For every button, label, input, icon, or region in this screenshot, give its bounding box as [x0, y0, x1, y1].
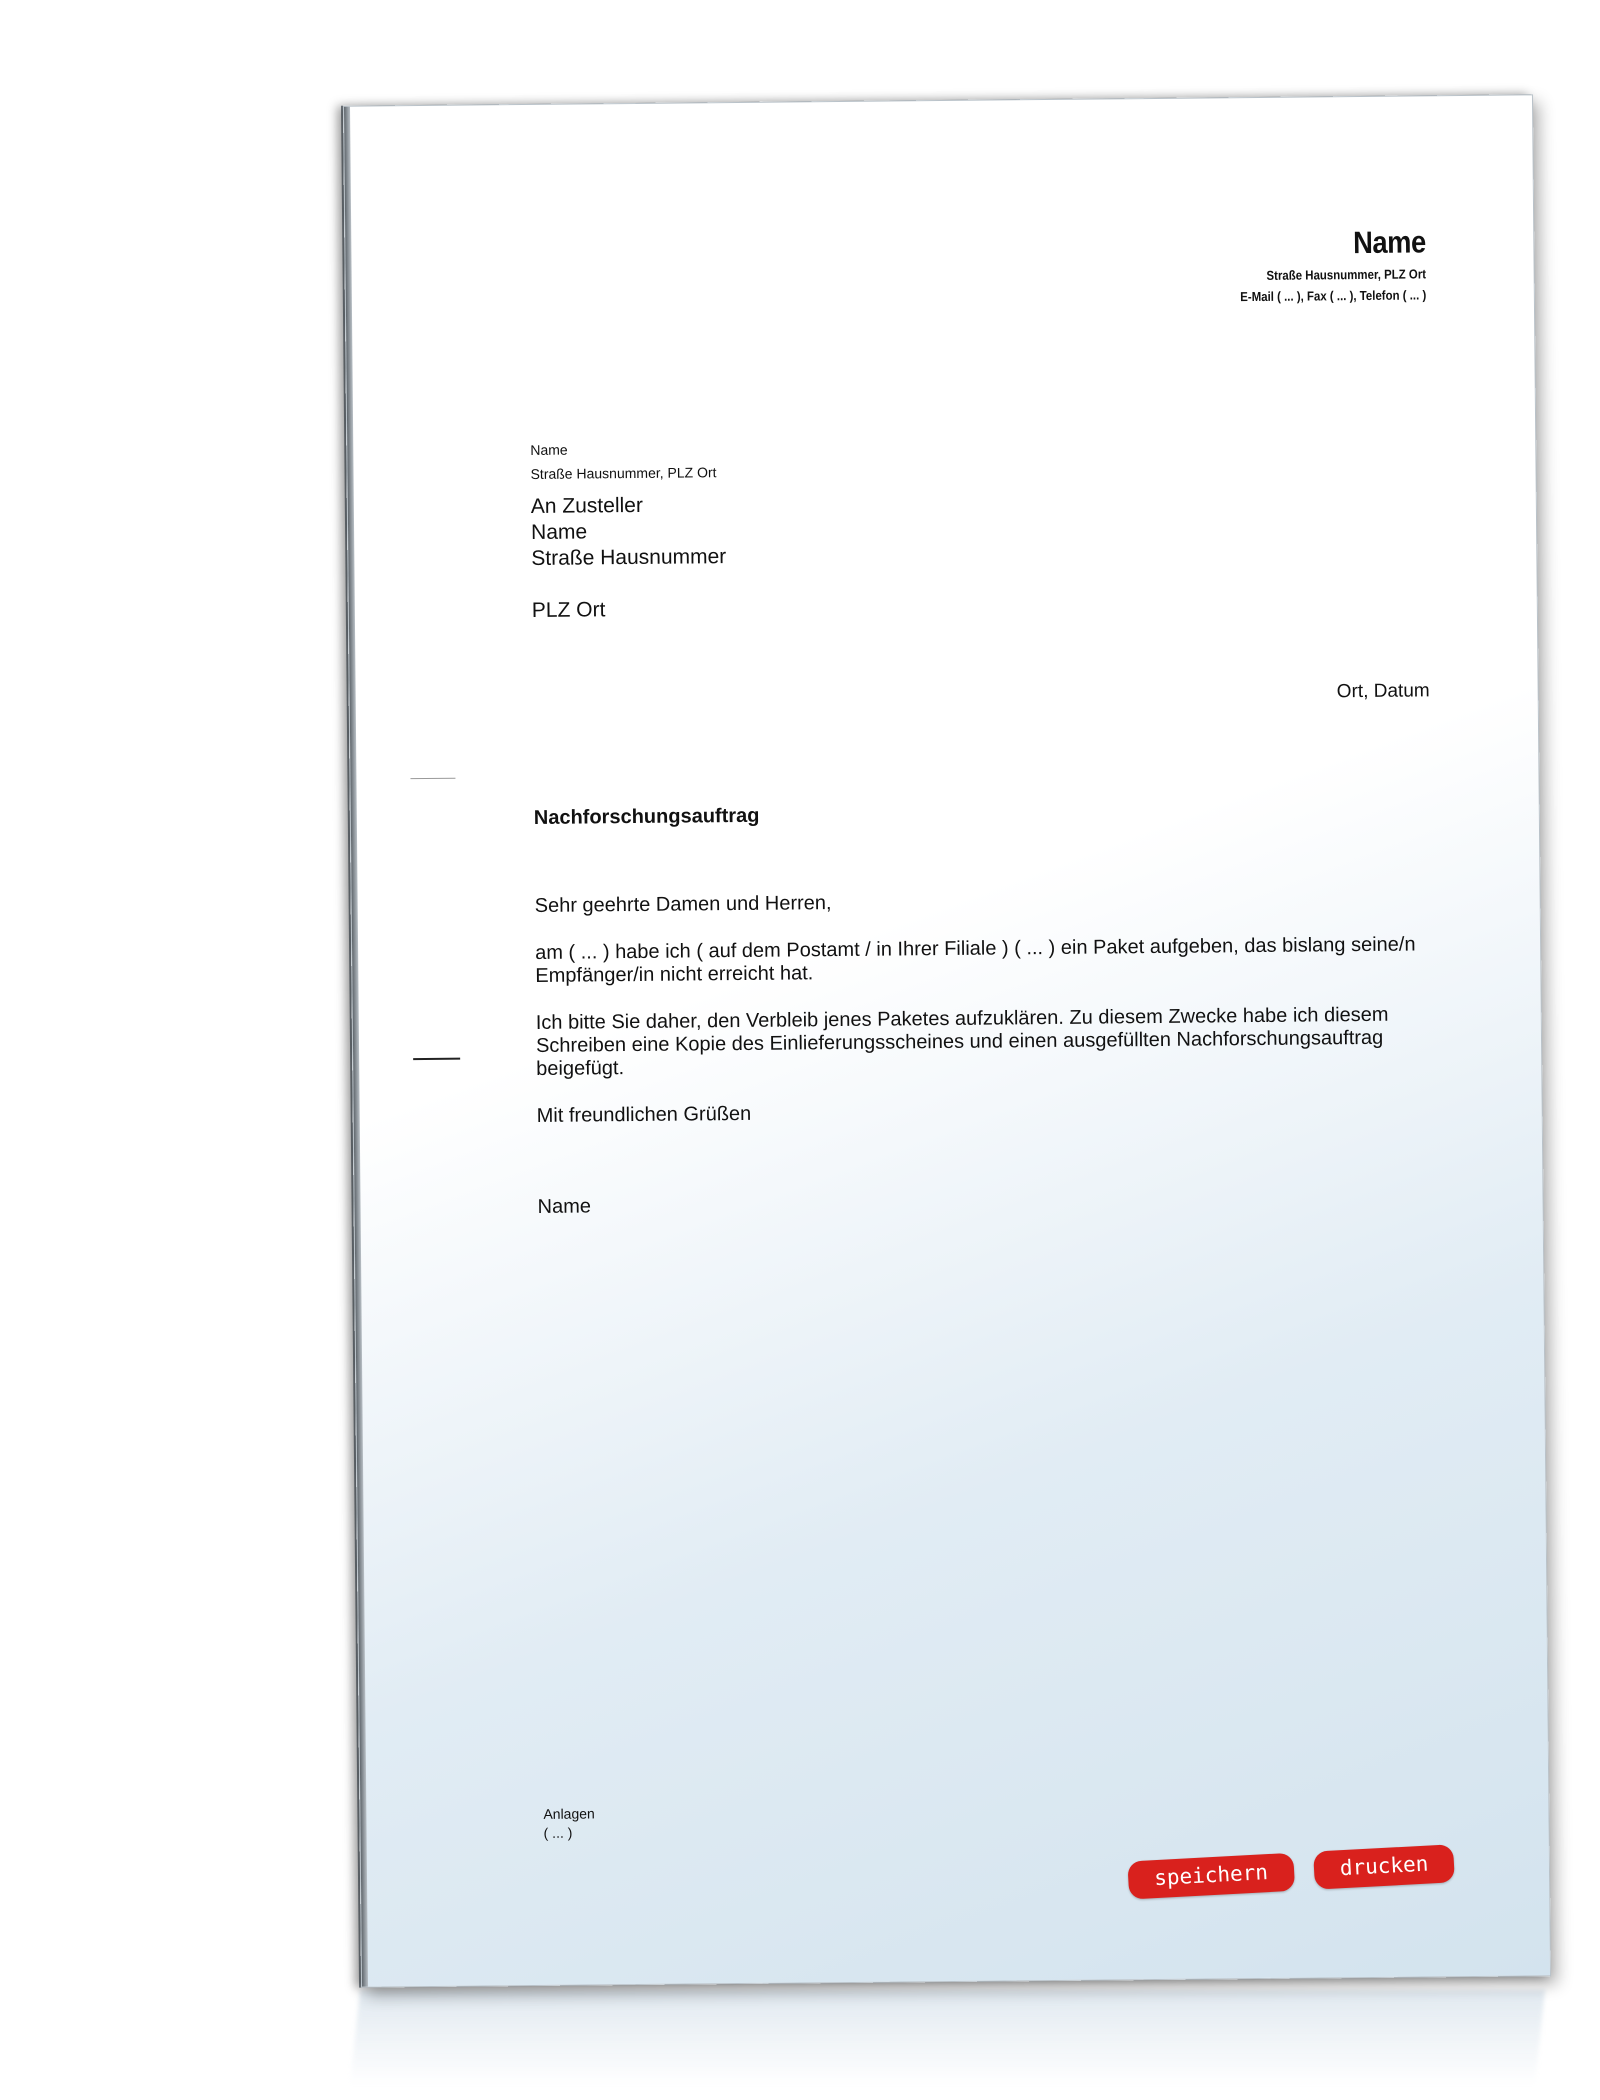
sender-block: [1214, 224, 1426, 304]
body-paragraph-1: am ( ... ) habe ich ( auf dem Postamt / in Ihrer Filiale ) ( ... ) ein Paket aufgeben, das bislang seine/n Empfänger/in nicht erreicht hat.: [535, 933, 1416, 987]
return-address: [530, 436, 716, 486]
attachments-value: ( ... ): [543, 1824, 573, 1841]
sender-address: Straße Hausnummer, PLZ Ort: [1266, 266, 1426, 283]
signature-name: Name: [537, 1195, 592, 1218]
sender-contact: E-Mail ( ... ), Fax ( ... ), Telefon ( ... ): [1239, 287, 1426, 305]
recipient-address: [531, 492, 727, 624]
recipient-line-4: PLZ Ort: [531, 598, 606, 622]
page-reflection: [350, 1990, 1545, 2085]
action-buttons: [1127, 1844, 1455, 1899]
letter-subject: Nachforschungsauftrag: [533, 804, 760, 829]
return-address-street: Straße Hausnummer, PLZ Ort: [530, 464, 717, 482]
attachments: [543, 1804, 595, 1842]
recipient-line-1: An Zusteller: [530, 493, 644, 518]
print-button[interactable]: drucken: [1313, 1844, 1455, 1889]
body-paragraph-2: Ich bitte Sie daher, den Verbleib jenes Paketes aufzuklären. Zu diesem Zwecke habe ich diesem Schreiben eine Kopie des Einlieferungsscheines und einen ausgefüllten Nachforschungsauftrag beigefügt.: [535, 1003, 1389, 1080]
fold-mark: [410, 778, 455, 779]
letter-sheet: [343, 94, 1551, 1987]
sender-name: Name: [1352, 224, 1426, 261]
save-button[interactable]: speichern: [1127, 1853, 1295, 1900]
closing: Mit freundlichen Grüßen: [536, 1102, 752, 1127]
salutation: Sehr geehrte Damen und Herren,: [534, 892, 832, 917]
attachments-label: Anlagen: [543, 1805, 595, 1822]
recipient-line-3: Straße Hausnummer: [531, 545, 727, 570]
place-date: Ort, Datum: [1336, 680, 1430, 703]
punch-mark: [413, 1058, 460, 1060]
sheet-edge: [344, 107, 368, 1987]
recipient-line-2: Name: [530, 520, 588, 544]
return-address-name: Name: [530, 441, 568, 458]
letter-body: [535, 886, 1433, 1243]
